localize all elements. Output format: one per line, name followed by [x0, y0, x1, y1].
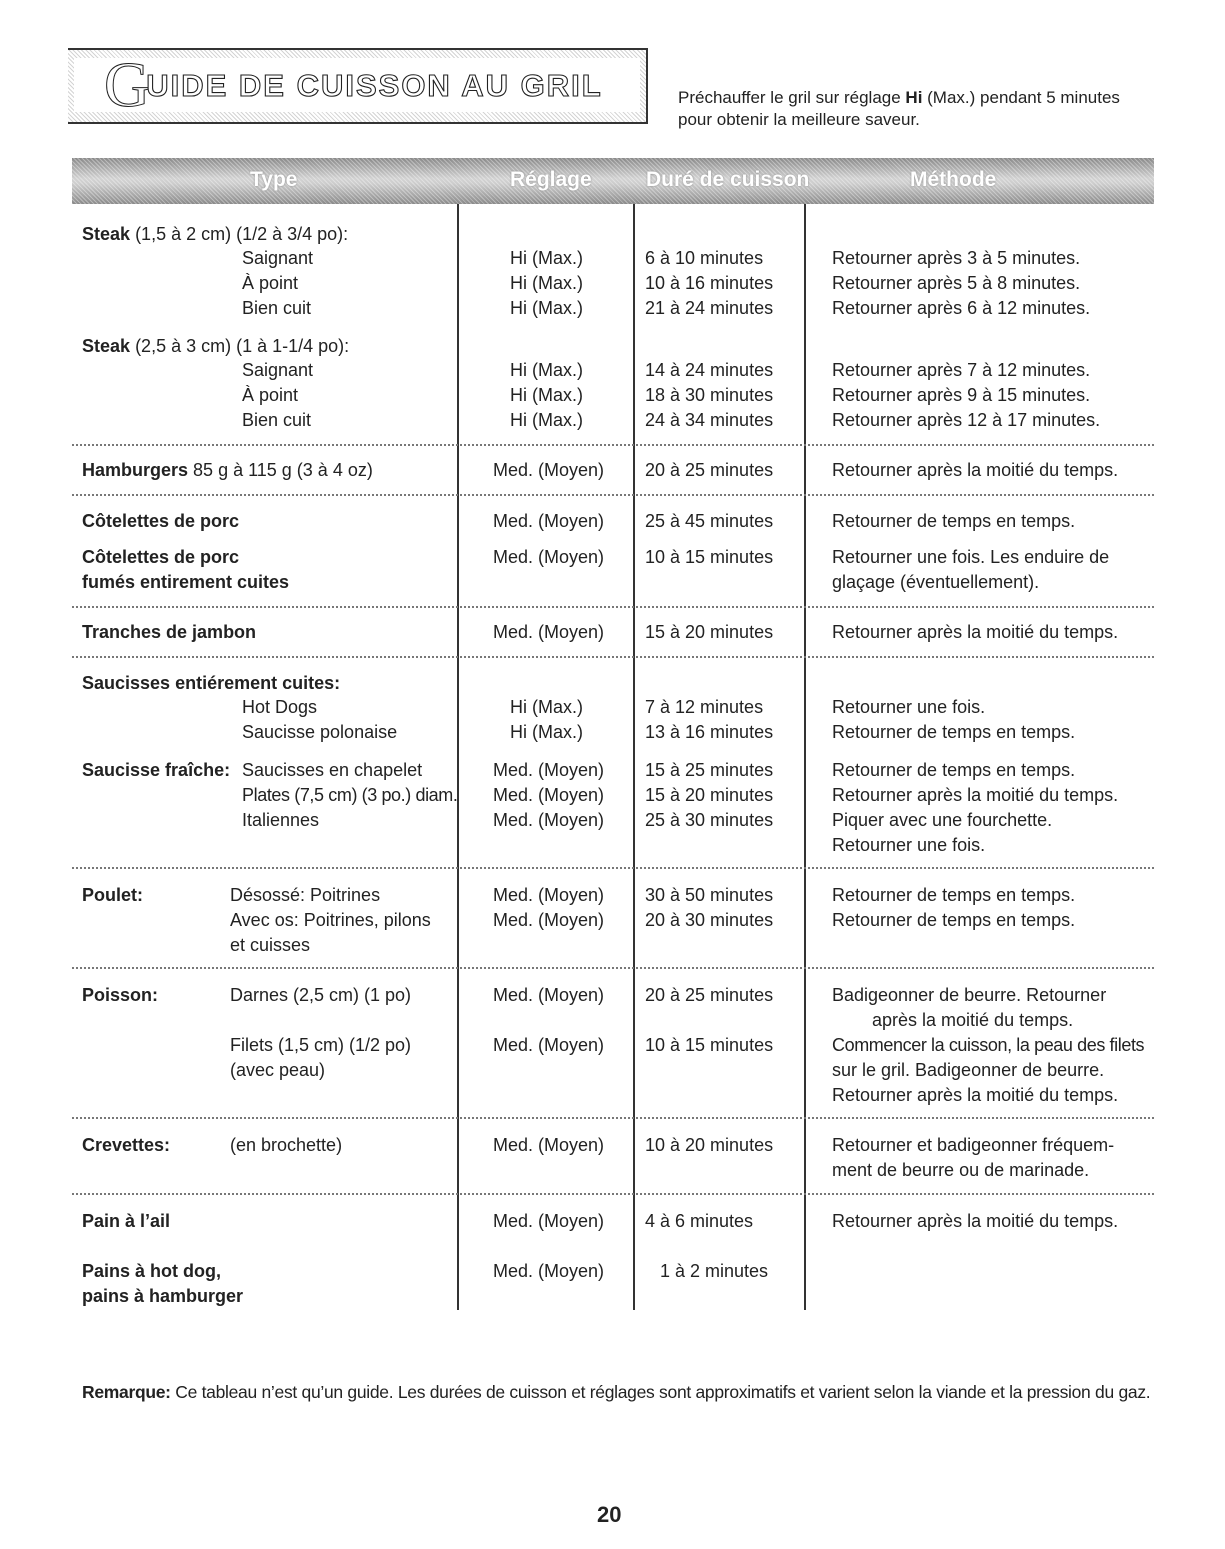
cell-reglage: Hi (Max.): [510, 697, 583, 717]
row-label: pains à hamburger: [82, 1286, 244, 1306]
header-reglage: Réglage: [510, 168, 592, 191]
cell-type: Désossé: Poitrines: [230, 885, 381, 905]
cell-reglage: Med. (Moyen): [493, 1261, 605, 1281]
cell-reglage: Med. (Moyen): [493, 460, 605, 480]
cell-reglage: Hi (Max.): [510, 248, 583, 268]
cell-duree: 20 à 30 minutes: [645, 910, 774, 930]
page-title: [74, 48, 603, 122]
row-label: Poisson:: [82, 985, 159, 1005]
cell-type: Darnes (2,5 cm) (1 po): [230, 985, 412, 1005]
cell-type: Saucisse polonaise: [242, 722, 398, 742]
cell-duree: 15 à 20 minutes: [645, 622, 774, 642]
cell-type: Plates (7,5 cm) (3 po.) diam.: [242, 785, 458, 805]
row-divider: [72, 967, 1154, 969]
cell-duree: 25 à 30 minutes: [645, 810, 774, 830]
cell-duree: 20 à 25 minutes: [645, 985, 774, 1005]
cell-duree: 14 à 24 minutes: [645, 360, 774, 380]
row-divider: [72, 1193, 1154, 1195]
cell-type: À point: [242, 385, 299, 405]
cell-reglage: Med. (Moyen): [493, 760, 605, 780]
intro-text: [678, 87, 1158, 131]
cell-methode: sur le gril. Badigeonner de beurre.: [832, 1060, 1105, 1080]
cell-reglage: Med. (Moyen): [493, 622, 605, 642]
cell-methode: Piquer avec une fourchette.: [832, 810, 1053, 830]
cell-reglage: Med. (Moyen): [493, 910, 605, 930]
intro-bold: Hi: [905, 88, 923, 107]
row-label: Hamburgers: [82, 460, 189, 480]
cell-type: (avec peau): [230, 1060, 326, 1080]
column-divider: [457, 204, 459, 1310]
cell-duree: 7 à 12 minutes: [645, 697, 764, 717]
cell-methode: Retourner de temps en temps.: [832, 910, 1076, 930]
row-divider: [72, 656, 1154, 658]
cell-methode: Retourner une fois.: [832, 835, 986, 855]
title-rest: UIDE DE CUISSON AU GRIL: [146, 68, 603, 103]
cell-type: Saucisses en chapelet: [242, 760, 423, 780]
cell-reglage: Hi (Max.): [510, 385, 583, 405]
row-label: Steak: [82, 224, 131, 244]
cell-duree: 18 à 30 minutes: [645, 385, 774, 405]
cell-methode: Retourner une fois.: [832, 697, 986, 717]
cell-type: Saignant: [242, 248, 314, 268]
cell-methode: Retourner après 5 à 8 minutes.: [832, 273, 1081, 293]
cell-reglage: Hi (Max.): [510, 360, 583, 380]
row-label: Steak: [82, 336, 131, 356]
cell-duree: 15 à 25 minutes: [645, 760, 774, 780]
row-divider: [72, 444, 1154, 446]
row-label: fumés entirement cuites: [82, 572, 290, 592]
cell-type: Bien cuit: [242, 410, 312, 430]
cell-type: Saignant: [242, 360, 314, 380]
cell-type: À point: [242, 273, 299, 293]
cell-duree: 10 à 15 minutes: [645, 1035, 774, 1055]
row-label: Crevettes:: [82, 1135, 171, 1155]
cell-duree: 10 à 16 minutes: [645, 273, 774, 293]
cell-reglage: Med. (Moyen): [493, 1135, 605, 1155]
cell-type: Filets (1,5 cm) (1/2 po): [230, 1035, 412, 1055]
cell-methode: Retourner après la moitié du temps.: [832, 460, 1119, 480]
row-divider: [72, 1117, 1154, 1119]
cell-methode: glaçage (éventuellement).: [832, 572, 1040, 592]
table-row: [82, 458, 373, 483]
cell-type: Hot Dogs: [242, 697, 318, 717]
cell-duree: 30 à 50 minutes: [645, 885, 774, 905]
cell-reglage: Hi (Max.): [510, 273, 583, 293]
cell-duree: 24 à 34 minutes: [645, 410, 774, 430]
remark-text: Ce tableau n’est qu’un guide. Les durées de cuisson et réglages sont approximatifs et varient selon la viande et la pression du gaz.: [170, 1382, 1151, 1402]
intro-post: (Max.) pendant 5 minutes pour obtenir la meilleure saveur.: [678, 88, 1120, 129]
row-label: Côtelettes de porc: [82, 511, 240, 531]
row-label: Pains à hot dog,: [82, 1261, 222, 1281]
cell-methode: Retourner de temps en temps.: [832, 760, 1076, 780]
cell-methode: Badigeonner de beurre. Retourner: [832, 985, 1107, 1005]
cell-duree: 15 à 20 minutes: [645, 785, 774, 805]
cell-duree: 20 à 25 minutes: [645, 460, 774, 480]
cell-methode: Retourner après 9 à 15 minutes.: [832, 385, 1091, 405]
cell-reglage: Med. (Moyen): [493, 785, 605, 805]
cell-reglage: Med. (Moyen): [493, 1035, 605, 1055]
cell-reglage: Med. (Moyen): [493, 885, 605, 905]
cell-duree: 21 à 24 minutes: [645, 298, 774, 318]
cell-reglage: Hi (Max.): [510, 298, 583, 318]
remark-note: [82, 1382, 1150, 1403]
column-divider: [633, 204, 635, 1310]
intro-pre: Préchauffer le gril sur réglage: [678, 88, 906, 107]
cell-methode: après la moitié du temps.: [872, 1010, 1074, 1030]
header-methode: Méthode: [910, 168, 997, 191]
cell-duree: 6 à 10 minutes: [645, 248, 764, 268]
cell-type: (en brochette): [230, 1135, 343, 1155]
row-detail: 85 g à 115 g (3 à 4 oz): [193, 460, 373, 480]
cell-methode: Retourner une fois. Les enduire de: [832, 547, 1110, 567]
column-divider: [804, 204, 806, 1310]
row-detail: (2,5 à 3 cm) (1 à 1-1/4 po):: [135, 336, 350, 356]
cell-methode: Retourner après la moitié du temps.: [832, 785, 1119, 805]
row-detail: (1,5 à 2 cm) (1/2 à 3/4 po):: [135, 224, 349, 244]
cell-duree: 1 à 2 minutes: [660, 1261, 769, 1281]
cell-methode: Retourner après 3 à 5 minutes.: [832, 248, 1081, 268]
cell-methode: Retourner après la moitié du temps.: [832, 1211, 1119, 1231]
header-duree: Duré de cuisson: [646, 168, 810, 191]
row-divider: [72, 494, 1154, 496]
cell-type: et cuisses: [230, 935, 311, 955]
cell-type: Italiennes: [242, 810, 320, 830]
header-type: Type: [250, 168, 298, 191]
cell-reglage: Med. (Moyen): [493, 810, 605, 830]
cell-methode: Retourner après 7 à 12 minutes.: [832, 360, 1091, 380]
cell-reglage: Med. (Moyen): [493, 985, 605, 1005]
cell-methode: Retourner après 12 à 17 minutes.: [832, 410, 1101, 430]
row-label: Poulet:: [82, 885, 143, 905]
title-initial: G: [104, 49, 153, 120]
table-row: [82, 222, 348, 247]
row-label: Saucisse fraîche:: [82, 760, 231, 780]
cell-methode: Retourner de temps en temps.: [832, 722, 1076, 742]
cell-duree: 13 à 16 minutes: [645, 722, 774, 742]
title-box: [68, 48, 648, 124]
cell-reglage: Med. (Moyen): [493, 511, 605, 531]
cell-methode: Retourner de temps en temps.: [832, 511, 1076, 531]
row-divider: [72, 606, 1154, 608]
remark-label: Remarque:: [82, 1382, 171, 1402]
cell-duree: 10 à 20 minutes: [645, 1135, 774, 1155]
cell-duree: 10 à 15 minutes: [645, 547, 774, 567]
cell-methode: Commencer la cuisson, la peau des filets: [832, 1035, 1145, 1055]
cell-methode: Retourner après la moitié du temps.: [832, 1085, 1119, 1105]
cell-duree: 4 à 6 minutes: [645, 1211, 754, 1231]
row-label: Côtelettes de porc: [82, 547, 240, 567]
cell-methode: Retourner après la moitié du temps.: [832, 622, 1119, 642]
row-divider: [72, 867, 1154, 869]
cell-methode: ment de beurre ou de marinade.: [832, 1160, 1090, 1180]
cell-methode: Retourner de temps en temps.: [832, 885, 1076, 905]
page-number: 20: [597, 1502, 622, 1527]
cell-reglage: Med. (Moyen): [493, 547, 605, 567]
cell-type: Bien cuit: [242, 298, 312, 318]
row-label: Saucisses entiérement cuites:: [82, 673, 341, 693]
cell-methode: Retourner et badigeonner fréquem-: [832, 1135, 1115, 1155]
cell-methode: Retourner après 6 à 12 minutes.: [832, 298, 1091, 318]
cell-reglage: Hi (Max.): [510, 722, 583, 742]
row-label: Tranches de jambon: [82, 622, 257, 642]
cell-type: Avec os: Poitrines, pilons: [230, 910, 431, 930]
cell-reglage: Med. (Moyen): [493, 1211, 605, 1231]
cell-reglage: Hi (Max.): [510, 410, 583, 430]
row-label: Pain à l’ail: [82, 1211, 171, 1231]
cell-duree: 25 à 45 minutes: [645, 511, 774, 531]
table-header: [72, 158, 1154, 204]
table-row: [82, 334, 349, 359]
